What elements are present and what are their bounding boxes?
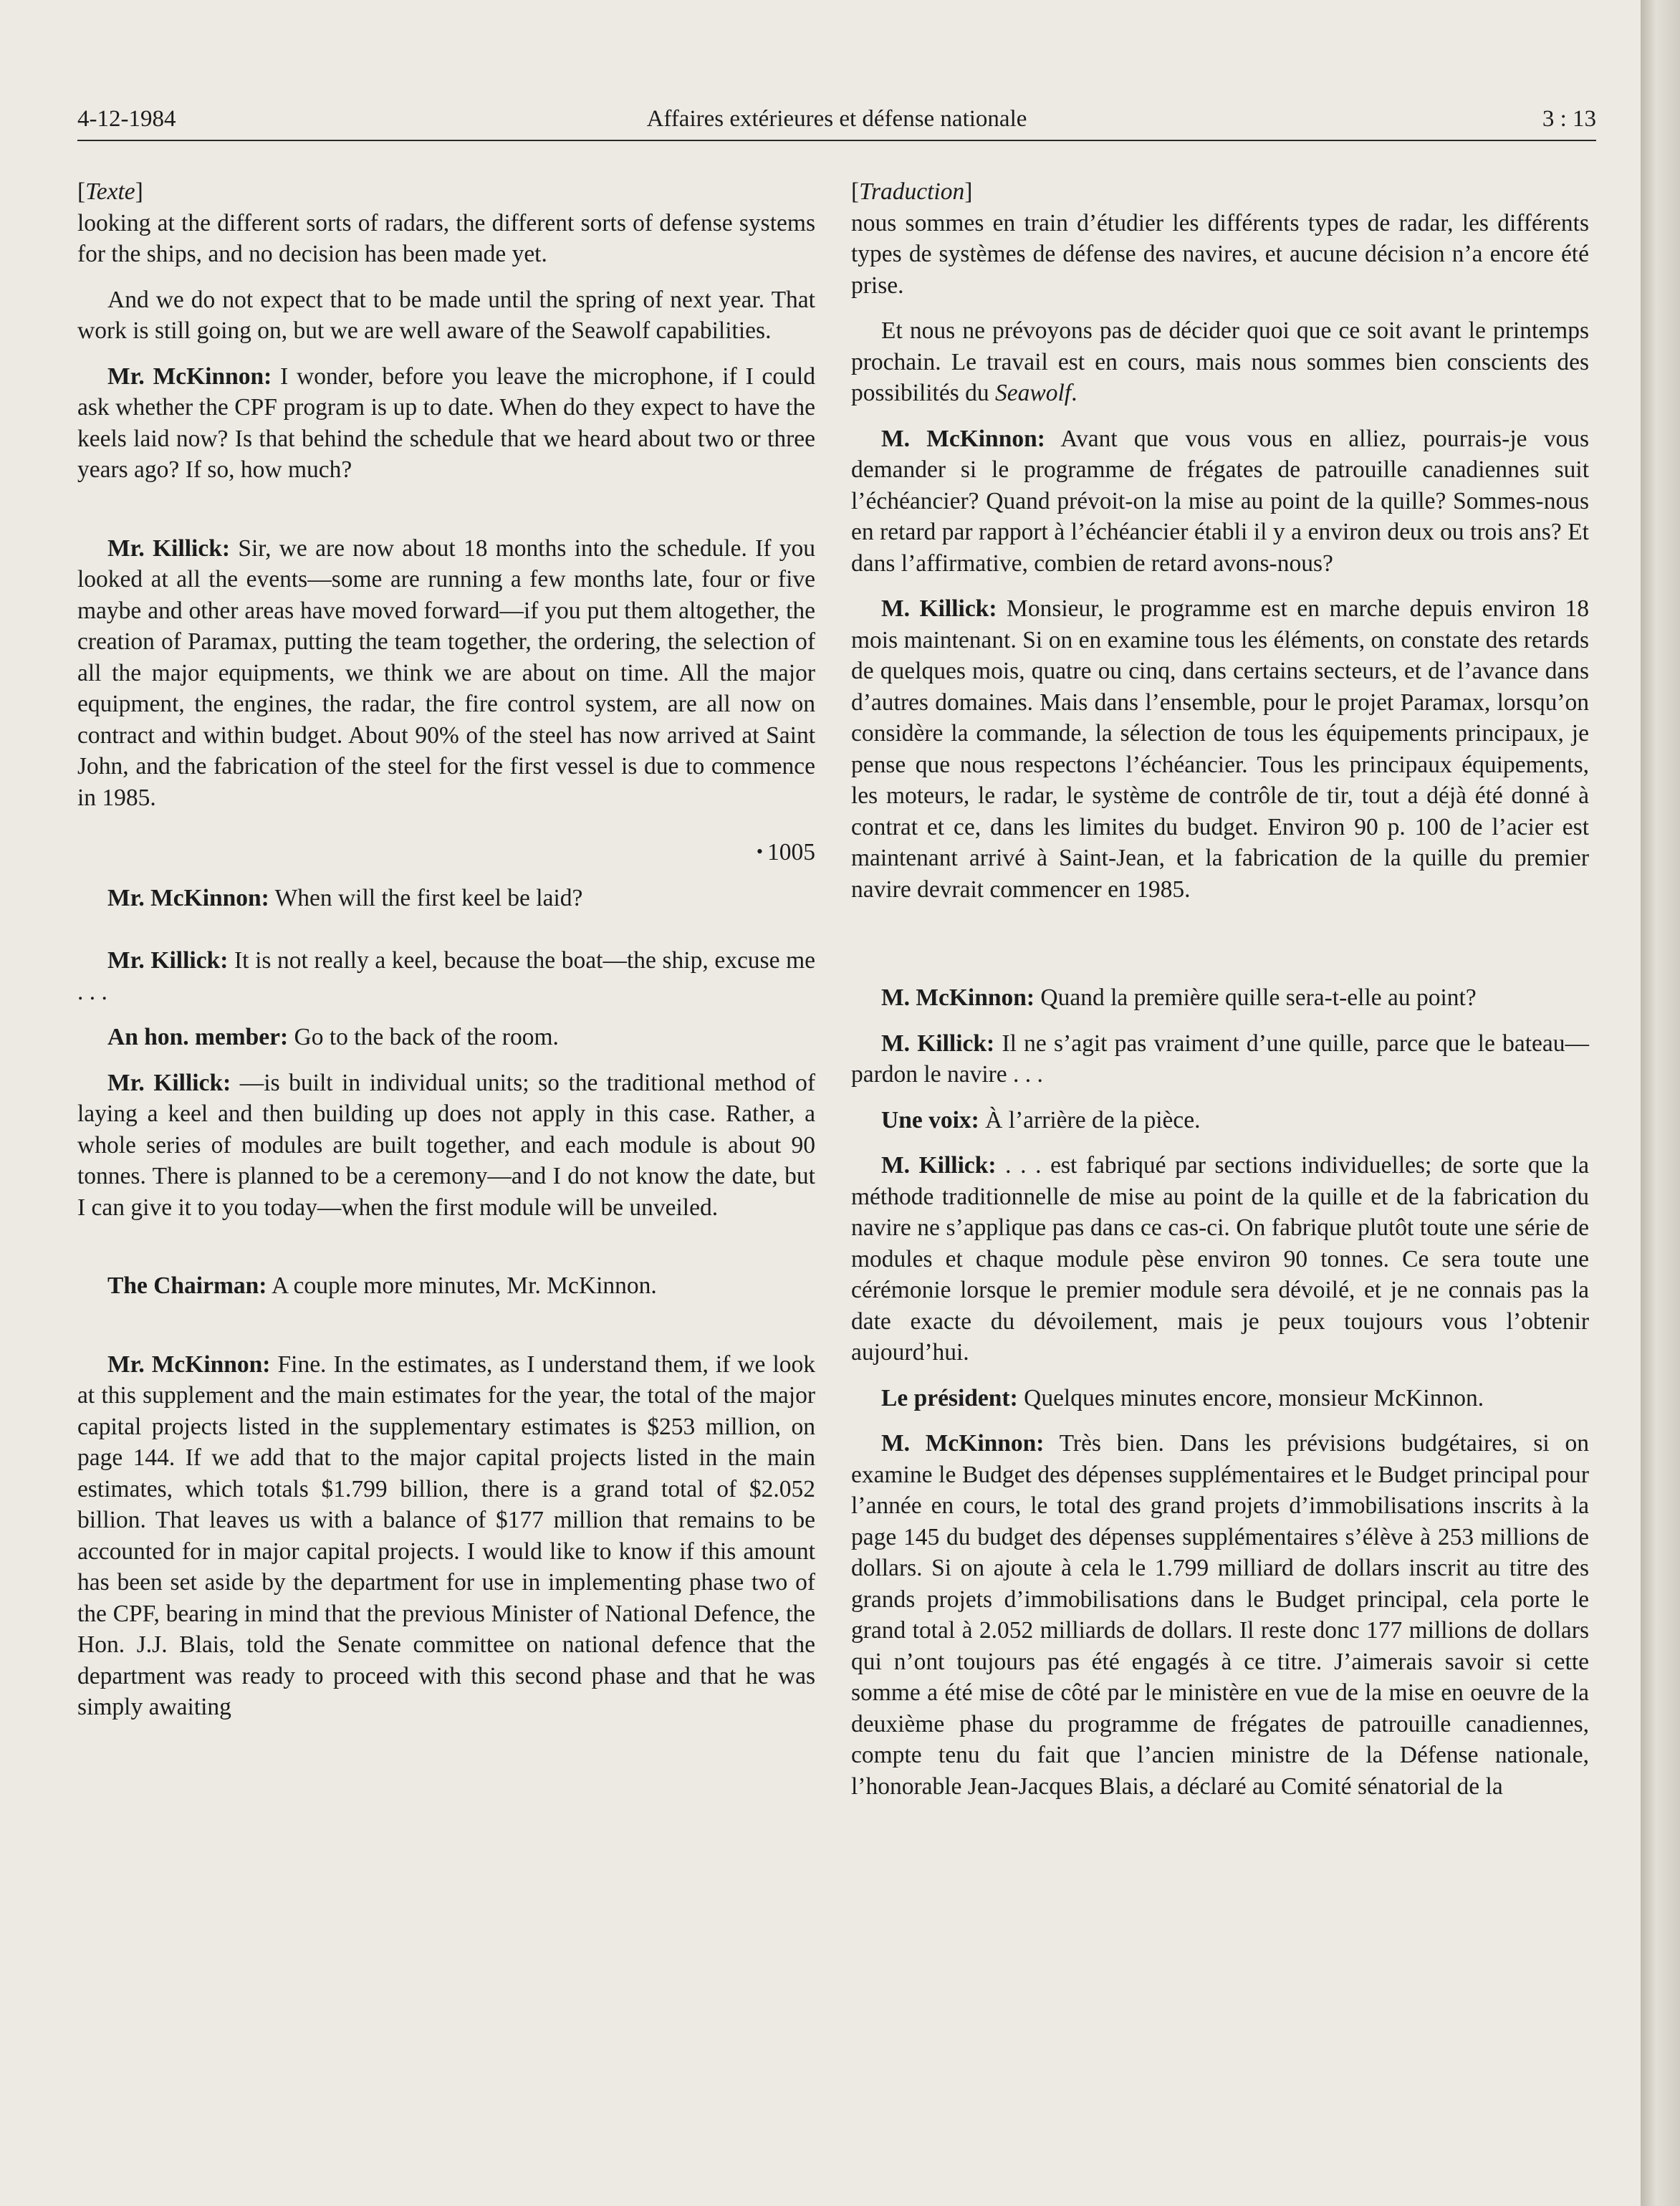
speech-text: . . . est fabriqué par sections individuelles; de sorte que la méthode traditionnelle de mise au point de la quille et de la fabrication du navire ne s’applique pas dans ce cas-ci. On fabrique plutôt toute une série de modules et chaque module pèse environ 90 tonnes. Ce sera toute une cérémonie lorsque le premier module sera dévoilé, et je ne connais pas la date exacte du dévoilement, mais je peux toujours vous l’obtenir aujourd’hui. (851, 1152, 1590, 1366)
page-edge-shadow (1641, 0, 1680, 2206)
time-marker-text: 1005 (767, 839, 815, 865)
page-header (77, 106, 1596, 142)
speaker-name: The Chairman: (107, 1272, 267, 1299)
speaker-name: Mr. Killick: (107, 947, 229, 974)
speech-text: Très bien. Dans les prévisions budgétaires, si on examine le Budget des dépenses supplémentaires et le Budget principal pour l’année en cours, le total des grand projets d’immobilisations inscrits à la page 145 du budget des dépenses supplémentaires s’élève à 253 millions de dollars. Si on ajoute à cela le 1.799 milliard de dollars inscrit au titre des grands projets d’immobilisations dans le Budget principal, cela porte le grand total à 2.052 milliards de dollars. Il reste donc 177 millions de dollars qui n’ont toujours pas été engagés à ce titre. J’aimerais savoir si cette somme a été mise de côté par le ministère en vue de la mise en oeuvre de la deuxième phase du programme de frégates de patrouille canadiennes, compte tenu du fait que l’ancien ministre de la Défense nationale, l’honorable Jean-Jacques Blais, a déclaré au Comité sénatorial de la (851, 1430, 1589, 1800)
speech-text: Quand la première quille sera-t-elle au point? (1040, 984, 1477, 1011)
speech-text: It is not really a keel, because the boat—the ship, excuse me . . . (77, 947, 816, 1005)
header-title: Affaires extérieures et défense nationale (646, 106, 1027, 132)
speech-text: A couple more minutes, Mr. McKinnon. (271, 1272, 657, 1299)
paragraph-text: . (1071, 380, 1077, 406)
speech (77, 945, 815, 1007)
header-date: 4-12-1984 (77, 106, 176, 132)
speech-text: When will the first keel be laid? (274, 884, 583, 911)
speech-text: À l’arrière de la pièce. (985, 1106, 1201, 1133)
speech (77, 1068, 815, 1224)
speech-text: Monsieur, le programme est en marche depuis environ 18 mois maintenant. Si on en examine tous les éléments, on constate des retards de quelques mois, quatre ou cinq, dans certains secteurs, et de l’avance dans d’autres domaines. Mais dans l’ensemble, pour le projet Paramax, lorsqu’on considère la commande, la sélection de tous les équipements principaux, je pense que nous respectons l’échéancier. Tous les principaux équipements, les moteurs, le radar, le système de contrôle de tir, tout a déjà été donné à contrat et ce, dans les limites du budget. Environ 90 p. 100 de l’acier est maintenant arrivé à Saint-Jean, et la fabrication de la quille du premier navire devrait commencer en 1985. (851, 595, 1590, 903)
speech (851, 423, 1589, 580)
speech (77, 533, 815, 814)
speech-text: —is built in individual units; so the traditional method of laying a keel and then building up does not apply in this case. Rather, a whole series of modules are built together, and each module is about 90 tonnes. There is planned to be a ceremony—and I do not know the date, but I can give it to you today—when the first module will be unveiled. (77, 1069, 815, 1221)
speech (851, 1105, 1589, 1136)
speech (77, 1349, 815, 1723)
paragraph: And we do not expect that to be made until the spring of next year. That work is still going on, but we are well aware of the Seawolf capabilities. (77, 286, 815, 344)
column-label: [Traduction] (851, 178, 973, 205)
speaker-name: Mr. Killick: (107, 1069, 231, 1096)
speaker-name: Une voix: (881, 1106, 979, 1133)
header-rule (77, 140, 1596, 141)
speech (77, 361, 815, 486)
speaker-name: M. Killick: (881, 595, 997, 622)
speech-text: Fine. In the estimates, as I understand them, if we look at this supplement and the main estimates for the year, the total of the major capital projects listed in the supplementary estimates is $253 million, on page 144. If we add that to the major capital projects listed in the main estimates, which totals $1.799 billion, there is a grand total of $2.052 billion. That leaves us with a balance of $177 million that remains to be accounted for in major capital projects. I would like to know if this amount has been set aside by the department for use in implementing phase two of the CPF, bearing in mind that the previous Minister of National Defence, the Hon. J.J. Blais, told the Senate committee on national defence that the department was ready to proceed with this second phase and that he was simply awaiting (77, 1351, 815, 1720)
speech (851, 1383, 1589, 1414)
speaker-name: M. McKinnon: (881, 425, 1045, 452)
paragraph: nous sommes en train d’étudier les différents types de radar, les différents types de systèmes de défense des navires, et aucune décision n’a encore été prise. (851, 209, 1589, 299)
speaker-name: M. McKinnon: (881, 984, 1035, 1011)
speech-text: Quelques minutes encore, monsieur McKinnon. (1024, 1384, 1484, 1411)
speaker-name: M. Killick: (881, 1030, 995, 1057)
speech (77, 883, 815, 914)
speech (77, 1022, 815, 1053)
speech-text: Avant que vous vous en alliez, pourrais-je vous demander si le programme de frégates de patrouille canadiennes suit l’échéancier? Quand prévoit-on la mise au point de la quille? Sommes-nous en retard par rapport à l’échéancier établi il y a environ deux ou trois ans? Et dans l’affirmative, combien de retard avons-nous? (851, 425, 1589, 577)
speaker-name: Mr. McKinnon: (107, 884, 269, 911)
header-page-number: 3 : 13 (1542, 106, 1596, 132)
speaker-name: Le président: (881, 1384, 1018, 1411)
speech-text: Il ne s’agit pas vraiment d’une quille, parce que le bateau—pardon le navire . . . (851, 1030, 1590, 1088)
speaker-name: M. McKinnon: (881, 1430, 1045, 1457)
paragraph-text: Et nous ne prévoyons pas de décider quoi que ce soit avant le printemps prochain. Le travail est en cours, mais nous sommes bien conscients des possibilités du (851, 317, 1589, 406)
speech-text: Sir, we are now about 18 months into the schedule. If you looked at all the events—some are running a few months late, four or five maybe and other areas have moved forward—if you put them altogether, the creation of Paramax, putting the team together, the ordering, the selection of all the major equipments, we think we are about on time. All the major equipment, the engines, the radar, the fire control system, are all now on contract and within budget. About 90% of the steel has now arrived at Saint John, and the fabrication of the steel for the first vessel is due to commence in 1985. (77, 534, 816, 811)
speech (851, 593, 1589, 905)
paragraph: looking at the different sorts of radars, the different sorts of defense systems for the ships, and no decision has been made yet. (77, 209, 815, 267)
speech (851, 1028, 1589, 1090)
french-column (851, 176, 1589, 1802)
paragraph-italic: Seawolf (995, 380, 1072, 406)
speech-text: Go to the back of the room. (294, 1024, 559, 1050)
paragraph (851, 315, 1589, 409)
english-column (77, 176, 815, 1723)
speech-text: I wonder, before you leave the microphone, if I could ask whether the CPF program is up to date. When do they expect to have the keels laid now? Is that behind the schedule that we heard about two or three years ago? If so, how much? (77, 363, 815, 483)
speech (851, 1150, 1589, 1368)
speaker-name: Mr. Killick: (107, 534, 231, 562)
speech (77, 1270, 815, 1302)
speaker-name: Mr. McKinnon: (107, 1351, 271, 1378)
time-marker (77, 836, 815, 868)
time-marker-bullet: • (756, 841, 763, 862)
column-label-text: Traduction (859, 178, 965, 205)
speaker-name: Mr. McKinnon: (107, 363, 272, 390)
speech (851, 1428, 1589, 1802)
column-label-text: Texte (85, 178, 135, 205)
column-label: [Texte] (77, 178, 143, 205)
speech (851, 982, 1589, 1014)
speaker-name: M. Killick: (881, 1152, 997, 1179)
speaker-name: An hon. member: (107, 1024, 289, 1050)
